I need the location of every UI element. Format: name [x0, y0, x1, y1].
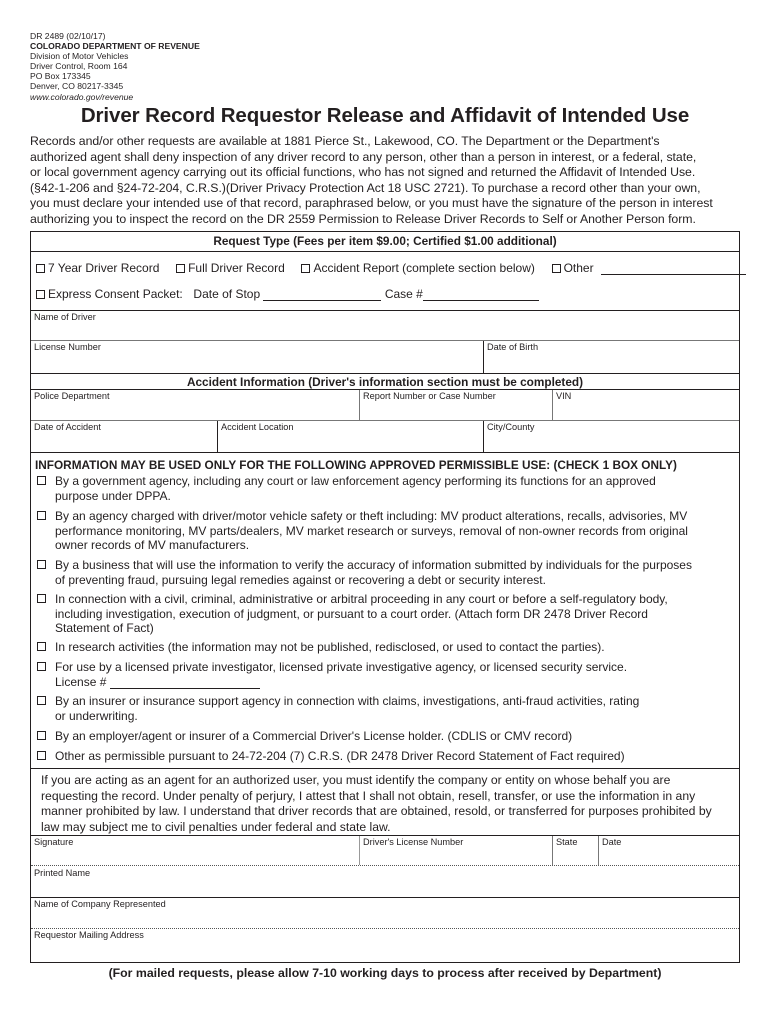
- checkbox[interactable]: [37, 662, 46, 671]
- intro-line: or local government agency carrying out its official functions, who has not signed and returned the Affidavit of Intended Use.: [30, 165, 696, 179]
- page-title: Driver Record Requestor Release and Affidavit of Intended Use: [80, 104, 690, 127]
- permissible-use-option[interactable]: [37, 640, 727, 655]
- field-label: License Number: [34, 342, 101, 352]
- option-full-record[interactable]: [176, 261, 285, 275]
- option-text: owner records of MV manufacturers.: [55, 538, 250, 553]
- permissible-use-option[interactable]: [37, 558, 727, 587]
- checkbox[interactable]: [37, 751, 46, 760]
- option-text: By an employer/agent or insurer of a Commercial Driver's License holder. (CDLIS or CMV record): [55, 729, 573, 743]
- field-label: Accident Location: [221, 422, 294, 432]
- option-text: License #: [55, 674, 107, 689]
- permissible-use-option[interactable]: [37, 509, 727, 553]
- permissible-use-option[interactable]: [37, 694, 727, 723]
- vin-field[interactable]: [552, 390, 739, 420]
- city-county-field[interactable]: [483, 421, 739, 452]
- intro-line: authorized agent shall deny inspection of any driver record to any person, other than a person in interest, or a federal, state,: [30, 149, 697, 164]
- field-label: Signature: [34, 837, 74, 847]
- drivers-license-number-field[interactable]: [359, 836, 552, 865]
- printed-name-field[interactable]: [31, 867, 739, 898]
- field-label: Police Department: [34, 391, 110, 401]
- field-label: State: [556, 837, 578, 847]
- option-text: of preventing fraud, pursuing legal remedies against or recovering a debt or security interest.: [55, 572, 546, 587]
- permissible-use-option[interactable]: [37, 474, 727, 503]
- attestation-paragraph: [41, 773, 712, 835]
- po-box: PO Box 173345: [30, 71, 91, 82]
- state-field[interactable]: [552, 836, 598, 865]
- date-of-stop-label: Date of Stop: [193, 287, 261, 301]
- checkbox[interactable]: [37, 696, 46, 705]
- report-number-field[interactable]: [359, 390, 552, 420]
- option-express-consent[interactable]: [36, 287, 183, 301]
- checkbox[interactable]: [176, 264, 185, 273]
- license-number-field[interactable]: [31, 341, 483, 373]
- case-number-input[interactable]: [423, 290, 539, 301]
- date-of-birth-field[interactable]: [483, 341, 739, 373]
- option-text: For use by a licensed private investigator, licensed private investigative agency, or licensed security service.: [55, 660, 628, 674]
- field-label: VIN: [556, 391, 572, 401]
- option-other[interactable]: [552, 261, 594, 275]
- permissible-use-heading: INFORMATION MAY BE USED ONLY FOR THE FOLLOWING APPROVED PERMISSIBLE USE: (CHECK 1 BOX ONLY): [35, 458, 677, 472]
- request-type-options: [31, 252, 739, 311]
- permissible-use-option[interactable]: [37, 592, 727, 636]
- option-text: including investigation, execution of judgment, or pursuant to a court order. (Attach form DR 2478 Driver Record: [55, 606, 648, 621]
- option-text: Statement of Fact): [55, 621, 154, 636]
- accident-section-title: Accident Information (Driver's information section must be completed): [31, 374, 739, 390]
- checkbox[interactable]: [37, 642, 46, 651]
- option-text: performance monitoring, MV parts/dealers, MV market research or surveys, removal of non-owner records from original: [55, 523, 688, 538]
- office-address: Driver Control, Room 164: [30, 61, 128, 72]
- name-of-driver-field[interactable]: [31, 311, 739, 341]
- field-label: City/County: [487, 422, 535, 432]
- option-label: 7 Year Driver Record: [48, 261, 160, 275]
- option-text: In connection with a civil, criminal, administrative or arbitral proceeding in any court or before a self-regulatory body,: [55, 592, 668, 606]
- attestation-line: law may subject me to civil penalties under federal and state law.: [41, 819, 391, 834]
- attestation-line: requesting the record. Under penalty of perjury, I attest that I shall not obtain, resell, transfer, or use the information in any: [41, 788, 696, 803]
- agency-header: [30, 31, 200, 102]
- option-text: Other as permissible pursuant to 24-72-204 (7) C.R.S. (DR 2478 Driver Record Statement of Fact required): [55, 749, 625, 763]
- signature-field[interactable]: [31, 836, 359, 865]
- date-field[interactable]: [598, 836, 739, 865]
- option-text: By an insurer or insurance support agency in connection with claims, investigations, anti-fraud activities, rating: [55, 694, 640, 708]
- checkbox[interactable]: [36, 290, 45, 299]
- police-department-field[interactable]: [31, 390, 359, 420]
- checkbox[interactable]: [301, 264, 310, 273]
- option-text: purpose under DPPA.: [55, 488, 171, 503]
- accident-location-field[interactable]: [217, 421, 483, 452]
- checkbox[interactable]: [36, 264, 45, 273]
- intro-line: authorizing you to inspect the record on the DR 2559 Permission to Release Driver Records to Self or Another Person form.: [30, 211, 696, 226]
- option-accident-report[interactable]: [301, 261, 534, 275]
- divider: [31, 768, 739, 769]
- option-text: By a business that will use the information to verify the accuracy of information submitted by individuals for the purposes: [55, 558, 692, 572]
- option-label: Other: [563, 261, 594, 275]
- field-label: Date of Birth: [487, 342, 539, 352]
- intro-paragraph: [30, 134, 742, 227]
- option-text: By an agency charged with driver/motor vehicle safety or theft including: MV product alterations, recalls, advisories, MV: [55, 509, 688, 523]
- request-type-title: Request Type (Fees per item $9.00; Certified $1.00 additional): [31, 232, 739, 252]
- license-dob-row: [31, 341, 739, 374]
- signature-row: [31, 835, 739, 866]
- field-label: Requestor Mailing Address: [34, 930, 144, 940]
- pi-license-input[interactable]: [110, 678, 260, 689]
- mailing-address-field[interactable]: [31, 929, 739, 961]
- checkbox[interactable]: [552, 264, 561, 273]
- accident-row-1: [31, 390, 739, 421]
- field-label: Driver's License Number: [363, 837, 464, 847]
- other-input[interactable]: [601, 264, 746, 275]
- attestation-line: manner prohibited by law. I understand that driver records that are obtained, resold, or transferred for purposes prohibited by: [41, 804, 712, 818]
- field-label: Printed Name: [34, 868, 91, 878]
- field-label: Date: [602, 837, 622, 847]
- attestation-line: If you are acting as an agent for an authorized user, you must identify the company or entity on whose behalf you are: [41, 773, 671, 787]
- field-label: Name of Driver: [34, 312, 96, 322]
- case-number-label: Case #: [384, 287, 423, 301]
- option-label: Accident Report (complete section below): [313, 261, 535, 275]
- department-name: COLORADO DEPARTMENT OF REVENUE: [30, 41, 200, 52]
- city-address: Denver, CO 80217-3345: [30, 81, 124, 92]
- website-link[interactable]: www.colorado.gov/revenue: [30, 91, 134, 102]
- permissible-use-option[interactable]: [37, 749, 727, 764]
- option-label: Express Consent Packet:: [48, 287, 183, 301]
- intro-line: you must declare your intended use of that record, paraphrased below, or you must have the signature of the person in interest: [30, 196, 713, 210]
- option-7-year[interactable]: [36, 261, 159, 275]
- mailing-notice: (For mailed requests, please allow 7-10 working days to process after received by Department): [108, 966, 662, 980]
- option-text: By a government agency, including any court or law enforcement agency performing its functions for an approved: [55, 474, 656, 488]
- checkbox[interactable]: [37, 594, 46, 603]
- option-label: Full Driver Record: [188, 261, 285, 275]
- checkbox[interactable]: [37, 476, 46, 485]
- permissible-use-option[interactable]: [37, 660, 727, 689]
- checkbox[interactable]: [37, 560, 46, 569]
- checkbox[interactable]: [37, 731, 46, 740]
- division-name: Division of Motor Vehicles: [30, 51, 129, 62]
- permissible-use-option[interactable]: [37, 729, 727, 744]
- company-name-field[interactable]: [31, 898, 739, 929]
- request-form: [30, 231, 740, 963]
- date-of-accident-field[interactable]: [31, 421, 217, 452]
- option-text: or underwriting.: [55, 708, 138, 723]
- accident-row-2: [31, 421, 739, 453]
- intro-line: Records and/or other requests are available at 1881 Pierce St., Lakewood, CO. The Department or the Department's: [30, 134, 660, 148]
- form-number: DR 2489 (02/10/17): [30, 31, 106, 41]
- date-of-stop-input[interactable]: [263, 290, 381, 301]
- field-label: Report Number or Case Number: [363, 391, 496, 401]
- intro-line: (§42-1-206 and §24-72-204, C.R.S.)(Driver Privacy Protection Act 18 USC 2721). To purchase a record other than your own,: [30, 180, 701, 195]
- option-text: In research activities (the information may not be published, redisclosed, or used to contact the parties).: [55, 640, 605, 654]
- field-label: Date of Accident: [34, 422, 101, 432]
- field-label: Name of Company Represented: [34, 899, 166, 909]
- checkbox[interactable]: [37, 511, 46, 520]
